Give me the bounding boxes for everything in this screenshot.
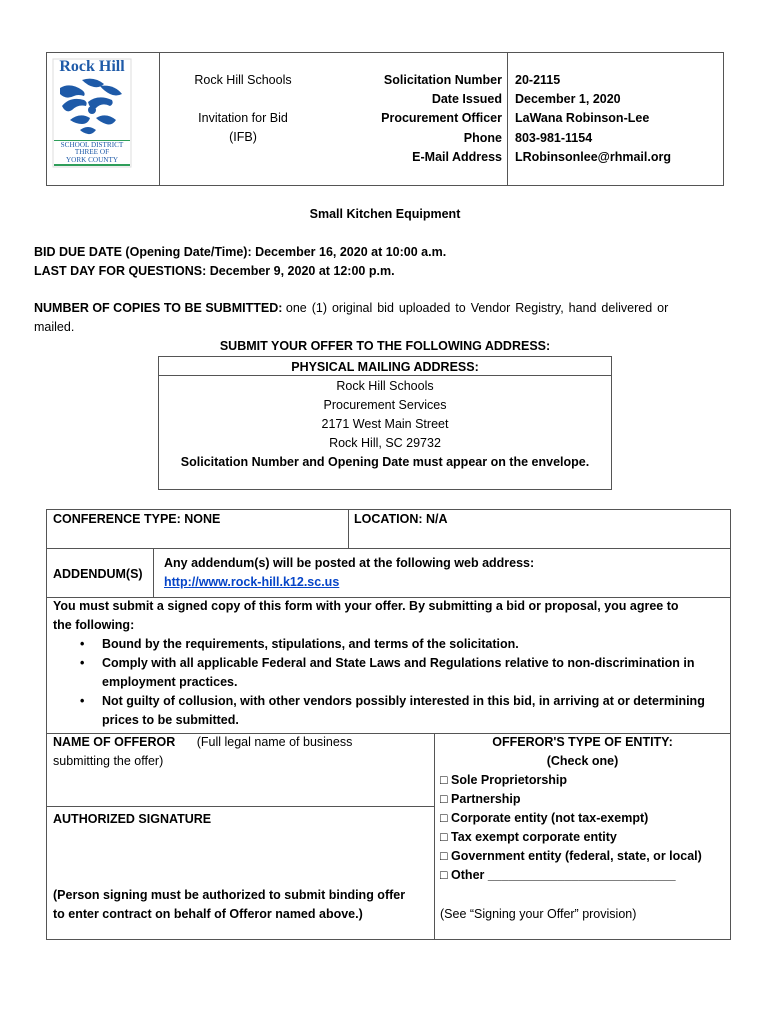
doc-type-line1: Invitation for Bid	[198, 111, 288, 125]
entity-heading: OFFEROR'S TYPE OF ENTITY:	[492, 735, 673, 749]
addendum-url-link[interactable]: http://www.rock-hill.k12.sc.us	[164, 575, 340, 589]
agreement-bullet: • Not guilty of collusion, with other vendors possibly interested in this bid, in arriving at or determining prices to be submitted.	[80, 694, 705, 727]
offeror-name-field[interactable]	[47, 771, 433, 805]
entity-option-sole-proprietorship[interactable]: □ Sole Proprietorship	[440, 773, 568, 787]
agreement-bullets	[46, 635, 731, 730]
date-issued-label: Date Issued	[431, 92, 502, 107]
copies-line2: mailed.	[34, 320, 75, 334]
copies-label: NUMBER OF COPIES TO BE SUBMITTED:	[34, 301, 283, 315]
procurement-officer-value: LaWana Robinson-Lee	[515, 111, 650, 126]
phone-value: 803-981-1154	[515, 130, 593, 145]
checkbox-icon[interactable]: □	[440, 773, 448, 787]
district-logo	[52, 58, 132, 166]
document-title: Small Kitchen Equipment	[309, 207, 461, 221]
checkbox-icon[interactable]: □	[440, 849, 448, 863]
signature-note-line2: to enter contract on behalf of Offeror named above.)	[53, 907, 363, 921]
bullet-dot-icon: •	[80, 656, 85, 670]
phone-label: Phone	[463, 130, 502, 145]
bid-due-date: BID DUE DATE (Opening Date/Time): December 16, 2020 at 10:00 a.m.	[34, 245, 447, 259]
procurement-officer-label: Procurement Officer	[381, 111, 502, 126]
conference-location: LOCATION: N/A	[354, 512, 448, 526]
row-divider-1	[46, 548, 731, 549]
signature-field[interactable]	[47, 830, 433, 882]
copies-line1	[34, 299, 726, 318]
addendum-label: ADDENDUM(S)	[53, 567, 143, 581]
signature-note-line1: (Person signing must be authorized to submit binding offer	[53, 888, 406, 902]
address-line-2: Procurement Services	[323, 398, 447, 412]
addendum-divider	[153, 548, 154, 597]
entity-option-tax-exempt[interactable]: □ Tax exempt corporate entity	[440, 830, 617, 844]
address-divider	[159, 375, 611, 376]
org-name: Rock Hill Schools	[194, 73, 292, 87]
entity-option-partnership[interactable]: □ Partnership	[440, 792, 521, 806]
offeror-name-line1	[53, 733, 352, 752]
entity-option-other[interactable]: □ Other ___________________________	[440, 868, 676, 882]
entity-subheading: (Check one)	[546, 754, 619, 768]
addendum-text: Any addendum(s) will be posted at the following web address:	[164, 556, 535, 570]
agreement-intro-line1: You must submit a signed copy of this form with your offer. By submitting a bid or proposal, you agree to	[53, 599, 679, 613]
checkbox-icon[interactable]: □	[440, 792, 448, 806]
address-box	[158, 356, 612, 490]
email-label: E-Mail Address	[412, 149, 502, 164]
address-line-1: Rock Hill Schools	[336, 379, 434, 393]
header-divider-2	[507, 52, 508, 186]
checkbox-icon[interactable]: □	[440, 868, 448, 882]
date-issued-value: December 1, 2020	[515, 92, 621, 107]
address-line-3: 2171 West Main Street	[321, 417, 449, 431]
entity-footer: (See “Signing your Offer” provision)	[440, 907, 637, 921]
agreement-bullet: • Bound by the requirements, stipulations, and terms of the solicitation.	[46, 635, 731, 654]
doc-type-line2: (IFB)	[229, 130, 257, 144]
logo-name: Rock Hill	[59, 58, 125, 75]
email-value: LRobinsonlee@rhmail.org	[515, 149, 671, 164]
offeror-name-label: NAME OF OFFEROR	[53, 735, 176, 749]
address-heading: PHYSICAL MAILING ADDRESS:	[291, 360, 479, 374]
offeror-name-hint-line2: submitting the offer)	[53, 754, 164, 768]
name-signature-divider	[46, 806, 435, 807]
copies-text: one (1) original bid uploaded to Vendor Registry, hand delivered or	[285, 301, 669, 315]
conference-type: CONFERENCE TYPE: NONE	[53, 512, 221, 526]
offeror-name-hint: (Full legal name of business	[196, 735, 353, 749]
entity-options	[440, 771, 702, 885]
bullet-dot-icon: •	[80, 694, 85, 708]
envelope-note: Solicitation Number and Opening Date must appear on the envelope.	[180, 455, 590, 469]
header-labels	[330, 71, 502, 167]
conference-divider	[348, 509, 349, 549]
agreement-bullet: • Comply with all applicable Federal and State Laws and Regulations relative to non-discrimination in employment practices.	[80, 656, 695, 689]
signature-label: AUTHORIZED SIGNATURE	[53, 812, 212, 826]
solicitation-number-label: Solicitation Number	[383, 73, 502, 87]
checkbox-icon[interactable]: □	[440, 830, 448, 844]
entity-option-corporate[interactable]: □ Corporate entity (not tax-exempt)	[440, 811, 649, 825]
logo-district-text: SCHOOL DISTRICT THREE OF YORK COUNTY	[60, 141, 124, 164]
solicitation-number-value: 20-2115	[515, 73, 561, 87]
header-values	[515, 71, 720, 167]
agreement-intro-line2: the following:	[53, 618, 135, 632]
bullet-dot-icon: •	[80, 637, 85, 651]
checkbox-icon[interactable]: □	[440, 811, 448, 825]
last-day-questions: LAST DAY FOR QUESTIONS: December 9, 2020 at 12:00 p.m.	[34, 264, 395, 278]
entity-option-government[interactable]: □ Government entity (federal, state, or local)	[440, 849, 702, 863]
address-line-4: Rock Hill, SC 29732	[329, 436, 441, 450]
submit-heading: SUBMIT YOUR OFFER TO THE FOLLOWING ADDRESS:	[219, 339, 551, 353]
